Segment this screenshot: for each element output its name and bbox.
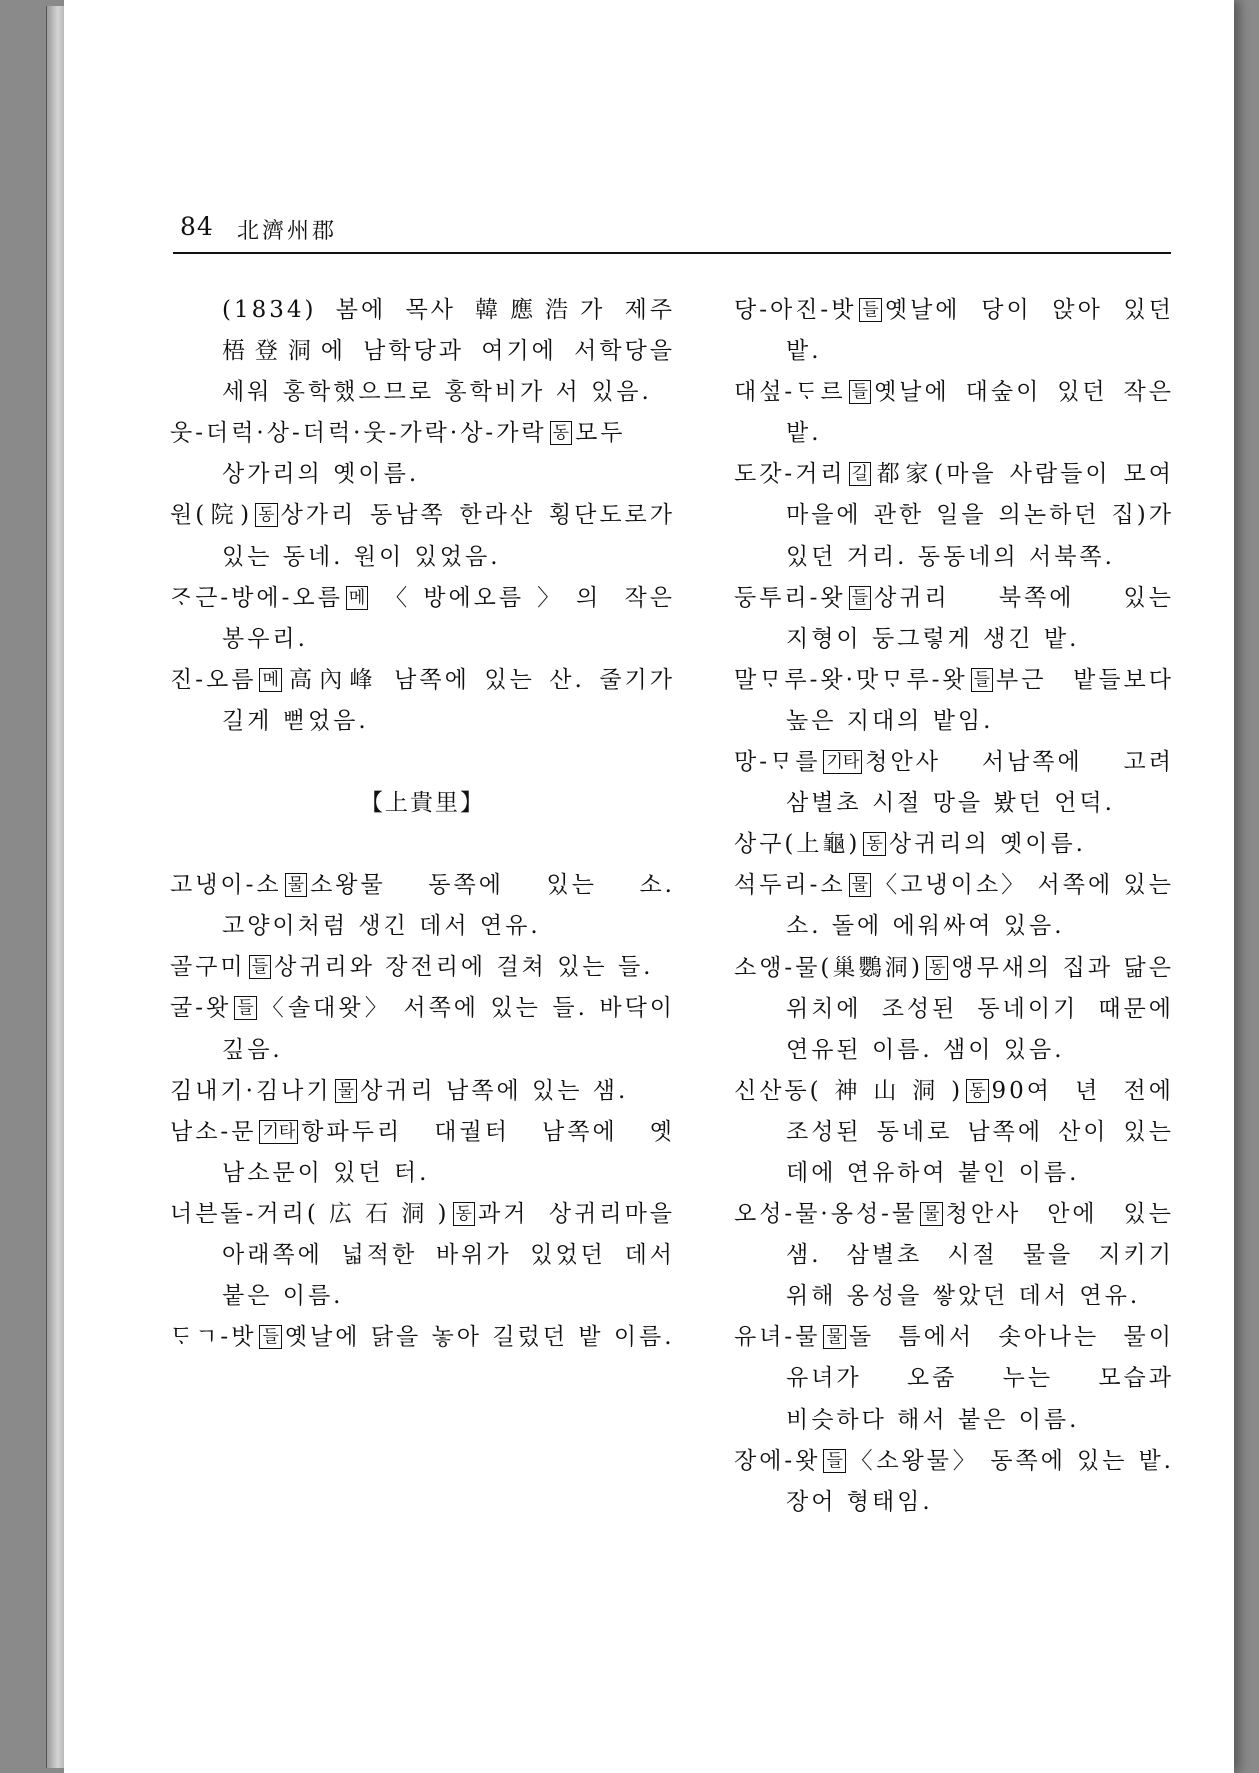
entry-headword: 소앵-물(巢鸚洞) (734, 954, 923, 981)
entry-headword: ᄃᆞㄱ-밧 (170, 1324, 257, 1351)
dictionary-entry (734, 824, 1174, 865)
dictionary-entry (170, 1071, 675, 1112)
entry-definition: 都家(마을 사람들이 모여 마을에 관한 일을 의논하던 집)가 있던 거리. 동동네의 서북쪽. (786, 461, 1174, 570)
dictionary-entry (734, 372, 1174, 454)
entry-headword: 말ᄆᆞ루-왓·맛ᄆᆞ루-왓 (734, 666, 968, 693)
entry-list-b (170, 865, 675, 1358)
dictionary-entry (734, 865, 1174, 947)
entry-definition: 〈방에오름〉의 작은 봉우리. (222, 584, 675, 652)
dictionary-entry (734, 742, 1174, 824)
page-number: 84 (180, 212, 214, 241)
category-tag: 동 (453, 1202, 475, 1226)
entry-definition: 〈솔대왓〉 서쪽에 있는 들. 바닥이 깊음. (222, 995, 675, 1063)
entry-headword: 골구미 (170, 954, 246, 981)
entry-headword: 웃-더럭·상-더럭·웃-가락·상-가락 (170, 420, 547, 447)
category-tag: 동 (863, 832, 885, 856)
category-tag: 기타 (259, 1120, 298, 1144)
dictionary-entry (734, 1071, 1174, 1194)
entry-headword: 굴-왓 (170, 995, 232, 1022)
continuation-text: (1834) 봄에 목사 韓應浩가 제주 梧登洞에 남학당과 여기에 서학당을 세워 홍학했으므로 홍학비가 서 있음. (222, 297, 675, 406)
entry-definition: 90여 년 전에 조성된 동네로 남쪽에 산이 있는 데에 연유하여 붙인 이름. (786, 1077, 1174, 1186)
category-tag: 메 (259, 668, 281, 692)
category-tag: 들 (249, 955, 271, 979)
dictionary-entry (170, 1112, 675, 1194)
entry-headword: 원(院) (170, 502, 253, 529)
category-tag: 동 (926, 956, 948, 980)
page-edge (46, 6, 65, 1768)
entry-definition: 〈소왕물〉 동쪽에 있는 밭. 장어 형태임. (786, 1447, 1174, 1515)
entry-headword: 장에-왓 (734, 1447, 821, 1474)
entry-definition: 청안사 안에 있는 샘. 삼별초 시절 물을 지키기 위해 옹성을 쌓았던 데서 연유. (786, 1201, 1174, 1310)
category-tag: 물 (285, 873, 307, 897)
dictionary-entry (170, 865, 675, 947)
category-tag: 들 (971, 668, 993, 692)
entry-headword: 오성-물·옹성-물 (734, 1201, 918, 1228)
category-tag: 물 (335, 1079, 357, 1103)
dictionary-entry (170, 1317, 675, 1358)
entry-definition: 옛날에 닭을 놓아 길렀던 밭 이름. (284, 1324, 675, 1351)
dictionary-entry (170, 578, 675, 660)
category-tag: 동 (966, 1079, 988, 1103)
dictionary-entry (734, 1194, 1174, 1317)
entry-headword: 신산동(神山洞) (734, 1077, 964, 1104)
entry-list-a (170, 413, 675, 742)
dictionary-entry (734, 578, 1174, 660)
entry-definition: 돌 틈에서 솟아나는 물이 유녀가 오줌 누는 모습과 비슷하다 해서 붙은 이름. (786, 1324, 1174, 1433)
entry-definition: 소왕물 동쪽에 있는 소. 고양이처럼 생긴 데서 연유. (222, 872, 675, 940)
left-column (170, 290, 675, 1358)
entry-definition: 高內峰 남쪽에 있는 산. 줄기가 길게 뻗었음. (222, 666, 675, 734)
entry-definition: 앵무새의 집과 닮은 위치에 조성된 동네이기 때문에 연유된 이름. 샘이 있음. (786, 954, 1174, 1063)
entry-headword: 너븐돌-거리(広石洞) (170, 1200, 450, 1227)
dictionary-entry (734, 1317, 1174, 1440)
dictionary-entry (734, 948, 1174, 1071)
right-column (734, 290, 1174, 1523)
dictionary-entry (734, 1441, 1174, 1523)
entry-definition: 옛날에 대숲이 있던 작은 밭. (786, 379, 1174, 447)
entry-headword: 유녀-물 (734, 1324, 821, 1351)
running-title: 北濟州郡 (237, 219, 338, 244)
entry-headword: 망-ᄆᆞ를 (734, 749, 821, 776)
category-tag: 동 (255, 503, 277, 527)
section-title: 【上貴里】 (360, 790, 485, 817)
entry-list-right (734, 290, 1174, 1523)
entry-definition: 상귀리와 장전리에 걸쳐 있는 들. (274, 954, 654, 981)
dictionary-entry (170, 660, 675, 742)
category-tag: 물 (823, 1325, 845, 1349)
entry-headword: 당-아진-밧 (734, 297, 857, 323)
dictionary-entry (734, 454, 1174, 577)
entry-definition: 옛날에 당이 앉아 있던 밭. (786, 297, 1174, 365)
entry-headword: 대섶-ᄃᆞ르 (734, 379, 846, 406)
dictionary-entry (170, 988, 675, 1070)
dictionary-entry (170, 1194, 675, 1317)
entry-headword: 상구(上龜) (734, 831, 861, 858)
entry-definition: 항파두리 대궐터 남쪽에 옛 남소문이 있던 터. (222, 1118, 675, 1186)
entry-headword: 김내기·김나기 (170, 1077, 332, 1104)
entry-headword: 고냉이-소 (170, 872, 282, 899)
category-tag: 메 (346, 586, 368, 610)
dictionary-entry (170, 413, 675, 495)
page-header (173, 210, 1171, 254)
entry-headword: 도갓-거리 (734, 461, 846, 488)
entry-headword: 둥투리-왓 (734, 584, 846, 611)
entry-definition: 상귀리 남쪽에 있는 샘. (360, 1077, 629, 1104)
category-tag: 들 (259, 1325, 281, 1349)
category-tag: 기타 (823, 750, 862, 774)
entry-definition: 부근 밭들보다 높은 지대의 밭임. (786, 666, 1174, 734)
entry-definition: 청안사 서남쪽에 고려 삼별초 시절 망을 봤던 언덕. (786, 749, 1174, 817)
category-tag: 물 (849, 873, 871, 897)
category-tag: 들 (234, 996, 256, 1020)
category-tag: 길 (849, 462, 871, 486)
entry-headword: ᄌᆞ근-방에-오름 (170, 584, 343, 611)
category-tag: 들 (849, 586, 871, 610)
entry-headword: 남소-문 (170, 1118, 257, 1145)
dictionary-entry (734, 290, 1174, 372)
entry-definition: 〈고냉이소〉 서쪽에 있는 소. 돌에 에워싸여 있음. (786, 872, 1174, 940)
category-tag: 들 (849, 380, 871, 404)
category-tag: 들 (823, 1449, 845, 1473)
category-tag: 물 (920, 1202, 942, 1226)
entry-definition: 상가리 동남쪽 한라산 횡단도로가 있는 동네. 원이 있었음. (222, 502, 675, 570)
dictionary-entry (170, 495, 675, 577)
entry-definition: 과거 상귀리마을 아래쪽에 넓적한 바위가 있었던 데서 붙은 이름. (222, 1200, 676, 1310)
dictionary-entry (170, 947, 675, 988)
entry-headword: 진-오름 (170, 666, 257, 693)
dictionary-entry (734, 660, 1174, 742)
category-tag: 동 (550, 421, 572, 445)
entry-definition: 상귀리 북쪽에 있는 지형이 둥그렇게 생긴 밭. (786, 584, 1174, 652)
entry-headword: 석두리-소 (734, 872, 846, 899)
entry-definition: 모두 상가리의 옛이름. (222, 420, 626, 488)
category-tag: 들 (859, 298, 881, 322)
entry-definition: 상귀리의 옛이름. (888, 831, 1086, 858)
